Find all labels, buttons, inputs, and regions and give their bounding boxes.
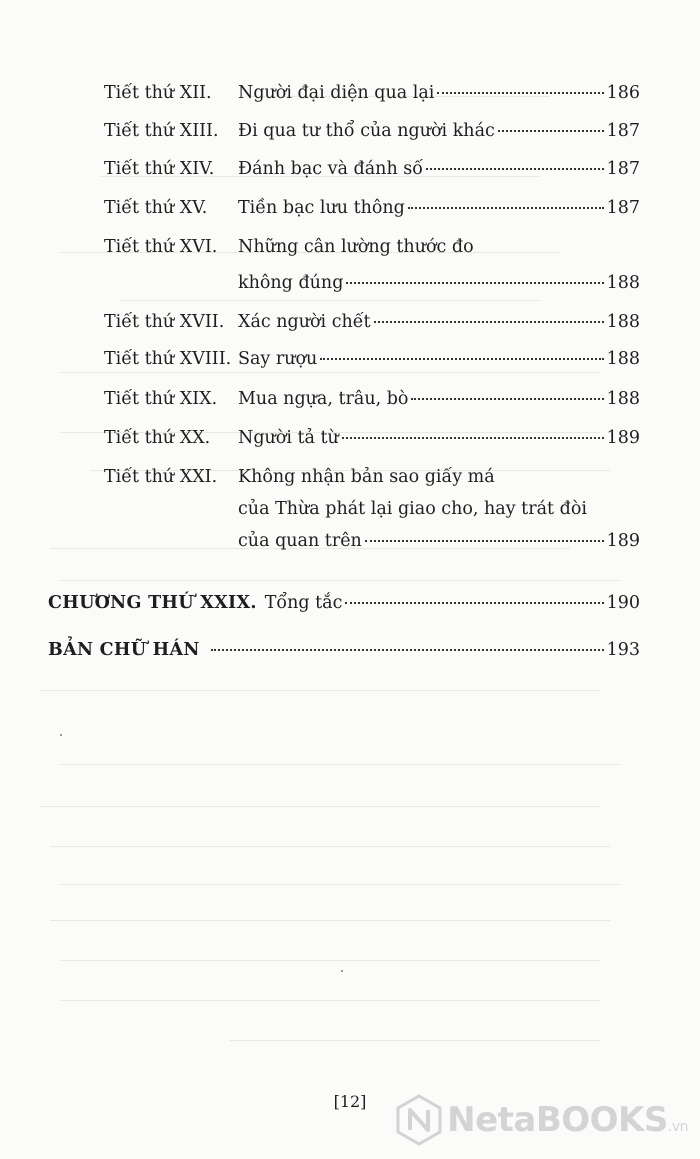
watermark — [395, 1093, 688, 1147]
entry-title: Những cân lường thước đo — [238, 237, 474, 257]
print-speck — [60, 734, 62, 736]
toc-entry — [104, 466, 640, 566]
entry-page: 187 — [606, 121, 640, 141]
entry-title: Người đại diện qua lại — [238, 83, 435, 103]
entry-title: Người tả từ — [238, 428, 339, 448]
entry-label: Tiết thứ XV. — [104, 198, 208, 218]
dot-leader — [346, 282, 603, 284]
chapter-page: 190 — [606, 593, 640, 613]
entry-label: Tiết thứ XII. — [104, 83, 212, 103]
dot-leader — [211, 649, 604, 651]
chapter-label: CHƯƠNG THỨ XXIX. — [48, 593, 257, 613]
dot-leader — [411, 398, 603, 400]
entry-title: Xác người chết — [238, 312, 371, 332]
entry-title: Đi qua tư thổ của người khác — [238, 121, 495, 141]
appendix-page: 193 — [606, 640, 640, 660]
entry-page: 188 — [606, 312, 640, 332]
entry-page: 188 — [606, 273, 640, 293]
entry-page: 187 — [606, 198, 640, 218]
entry-title-continued: không đúng — [238, 273, 344, 293]
dot-leader — [320, 358, 603, 360]
entry-title: Mua ngựa, trâu, bò — [238, 389, 409, 409]
entry-label: Tiết thứ XVIII. — [104, 349, 232, 369]
entry-title-continued: của Thừa phát lại giao cho, hay trát đòi — [238, 499, 587, 519]
entry-title: Tiền bạc lưu thông — [238, 198, 405, 218]
toc-chapter-entry — [48, 592, 640, 614]
entry-page: 189 — [606, 531, 640, 551]
watermark-text: NetaBOOKS — [447, 1100, 668, 1140]
chapter-title: Tổng tắc — [264, 593, 343, 613]
entry-title-continued: của quan trên — [238, 531, 362, 551]
entry-title: Không nhận bản sao giấy má — [238, 467, 495, 487]
entry-label: Tiết thứ XVI. — [104, 237, 218, 257]
dot-leader — [365, 540, 604, 542]
entry-label: Tiết thứ XXI. — [104, 467, 218, 487]
dot-leader — [426, 168, 604, 170]
appendix-label: BẢN CHỮ HÁN — [48, 640, 200, 660]
entry-title: Say rượu — [238, 349, 318, 369]
dot-leader — [342, 437, 604, 439]
entry-page: 186 — [606, 83, 640, 103]
entry-page: 187 — [606, 159, 640, 179]
dot-leader — [408, 207, 604, 209]
netabooks-logo-icon — [395, 1094, 443, 1146]
entry-title: Đánh bạc và đánh số — [238, 159, 423, 179]
dot-leader — [374, 321, 604, 323]
toc-entry — [104, 236, 640, 296]
dot-leader — [345, 602, 603, 604]
page-number: [12] — [333, 1092, 367, 1111]
entry-page: 188 — [606, 389, 640, 409]
dot-leader — [437, 92, 603, 94]
dot-leader — [498, 130, 604, 132]
entry-label: Tiết thứ XIII. — [104, 121, 219, 141]
watermark-suffix: .vn — [667, 1119, 688, 1135]
entry-page: 188 — [606, 349, 640, 369]
entry-label: Tiết thứ XIX. — [104, 389, 218, 409]
entry-page: 189 — [606, 428, 640, 448]
toc-appendix-entry — [48, 639, 640, 661]
entry-label: Tiết thứ XIV. — [104, 159, 215, 179]
entry-label: Tiết thứ XX. — [104, 428, 211, 448]
entry-label: Tiết thứ XVII. — [104, 312, 225, 332]
print-speck — [341, 970, 343, 972]
